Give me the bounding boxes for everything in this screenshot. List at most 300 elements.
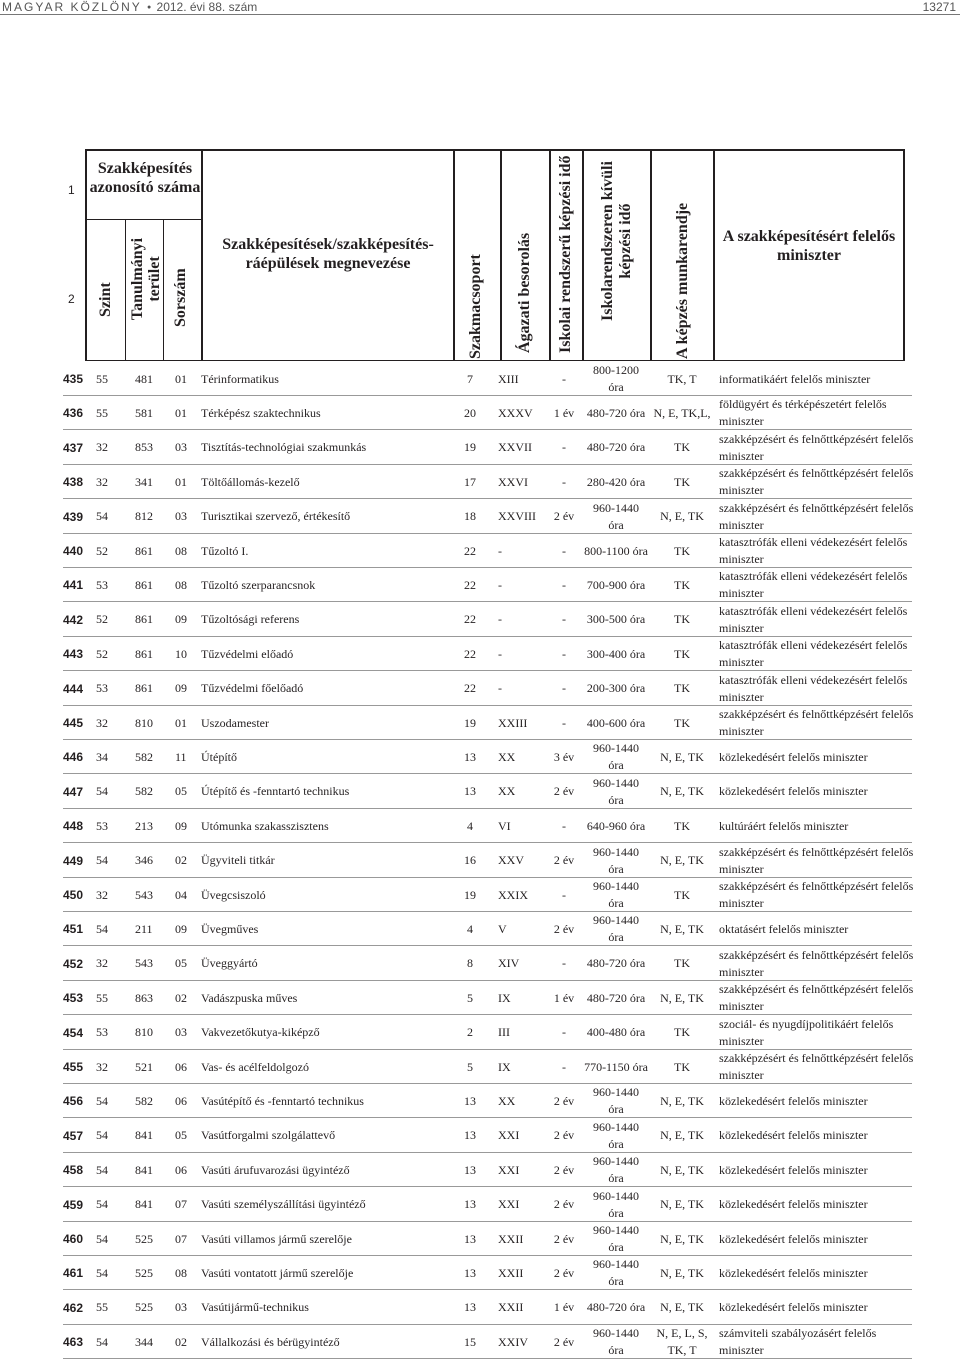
table-row: [0, 431, 960, 465]
cell-munkarend: TK: [674, 1059, 690, 1074]
table-row: [0, 775, 960, 809]
cell-sorszam: 09: [175, 921, 187, 936]
cell-megnevezes: Tűzoltó I.: [201, 543, 249, 558]
cell-szint: 54: [96, 921, 108, 936]
cell-szint: 52: [96, 612, 108, 627]
cell-kivuli-ido: 400-600 óra: [586, 715, 646, 730]
cell-iskolai-ido: 2 év: [553, 1162, 575, 1177]
cell-szakmacsoport: 13: [464, 1300, 476, 1315]
cell-sorszam: 05: [175, 956, 187, 971]
cell-munkarend: N, E, TK: [660, 1300, 704, 1315]
row-index: 451: [63, 922, 84, 937]
row-index: 437: [63, 440, 84, 455]
cell-szint: 55: [96, 405, 108, 420]
cell-tanulmanyi-terulet: 525: [135, 1231, 153, 1246]
row-index: 455: [63, 1060, 84, 1074]
header-szint: Szint: [97, 282, 114, 317]
cell-munkarend: N, E, TK: [660, 1197, 704, 1212]
cell-szint: 54: [96, 1093, 108, 1108]
cell-sorszam: 01: [175, 715, 187, 730]
cell-miniszter: közlekedésért felelős miniszter: [719, 784, 868, 799]
cell-szint: 34: [96, 749, 108, 764]
cell-sorszam: 08: [175, 1265, 187, 1280]
cell-szakmacsoport: 8: [467, 956, 473, 971]
table-row: [0, 912, 960, 946]
cell-szakmacsoport: 22: [464, 681, 476, 696]
cell-tanulmanyi-terulet: 863: [135, 990, 153, 1005]
cell-tanulmanyi-terulet: 810: [135, 715, 153, 730]
header-miniszter: A szakképesítésért felelős miniszter: [722, 228, 896, 264]
cell-szint: 55: [96, 1300, 108, 1315]
cell-munkarend: TK, T: [667, 371, 697, 386]
header-divider: [201, 149, 203, 361]
cell-agazati-besorolas: IX: [498, 1059, 511, 1074]
cell-szakmacsoport: 15: [464, 1334, 476, 1349]
row-index: 440: [63, 544, 84, 558]
cell-sorszam: 01: [175, 405, 187, 420]
cell-megnevezes: Térinformatikus: [201, 371, 279, 386]
table-row: [0, 947, 960, 981]
cell-iskolai-ido: -: [562, 818, 566, 833]
cell-sorszam: 09: [175, 612, 187, 627]
cell-kivuli-ido: 300-500 óra: [586, 612, 646, 627]
table-row: [0, 740, 960, 774]
cell-megnevezes: Vasúti villamos jármű szerelője: [201, 1231, 352, 1246]
cell-tanulmanyi-terulet: 861: [135, 681, 153, 696]
table-row: [0, 706, 960, 740]
cell-kivuli-ido: 770-1150 óra: [584, 1059, 648, 1074]
header-iskolai-ido: Iskolai rendszerű képzési idő: [557, 155, 574, 353]
cell-tanulmanyi-terulet: 810: [135, 1025, 153, 1040]
cell-miniszter: közlekedésért felelős miniszter: [719, 1093, 868, 1108]
cell-tanulmanyi-terulet: 841: [135, 1162, 153, 1177]
cell-agazati-besorolas: XXII: [498, 1265, 524, 1280]
cell-miniszter: közlekedésért felelős miniszter: [719, 1265, 868, 1280]
cell-tanulmanyi-terulet: 525: [135, 1300, 153, 1315]
cell-munkarend: N, E, TK: [660, 921, 704, 936]
cell-szakmacsoport: 7: [467, 371, 473, 386]
table-row: [0, 362, 960, 396]
cell-iskolai-ido: -: [562, 440, 566, 455]
row-index: 462: [63, 1300, 84, 1315]
cell-munkarend: TK: [674, 818, 690, 833]
cell-miniszter: szakképzésért és felnőttképzésért felelős miniszter: [719, 982, 914, 1014]
cell-tanulmanyi-terulet: 581: [135, 405, 153, 420]
header-divider: [582, 149, 584, 361]
cell-iskolai-ido: 1 év: [553, 990, 575, 1005]
cell-tanulmanyi-terulet: 841: [135, 1197, 153, 1212]
row-index: 443: [63, 647, 84, 662]
cell-miniszter: szakképzésért és felnőttképzésért felelős miniszter: [719, 844, 914, 876]
cell-megnevezes: Vas- és acélfeldolgozó: [201, 1059, 309, 1074]
cell-tanulmanyi-terulet: 853: [135, 440, 153, 455]
row-index: 438: [63, 475, 84, 490]
cell-iskolai-ido: 2 év: [553, 921, 575, 936]
cell-kivuli-ido: 960-1440 óra: [593, 1326, 639, 1358]
cell-tanulmanyi-terulet: 346: [135, 853, 153, 868]
cell-miniszter: földügyért és térképészetért felelős miniszter: [719, 397, 887, 429]
cell-tanulmanyi-terulet: 543: [135, 887, 153, 902]
cell-kivuli-ido: 480-720 óra: [586, 440, 646, 455]
cell-kivuli-ido: 280-420 óra: [586, 474, 646, 489]
row-rule: [63, 1358, 912, 1359]
cell-kivuli-ido: 300-400 óra: [586, 646, 646, 661]
cell-kivuli-ido: 640-960 óra: [586, 818, 646, 833]
page-number: 13271: [922, 0, 956, 14]
cell-kivuli-ido: 960-1440 óra: [593, 1188, 639, 1220]
cell-megnevezes: Tűzoltó szerparancsnok: [201, 577, 316, 592]
cell-szakmacsoport: 13: [464, 1265, 476, 1280]
cell-kivuli-ido: 480-720 óra: [586, 405, 646, 420]
cell-miniszter: szakképzésért és felnőttképzésért felelős miniszter: [719, 1051, 914, 1082]
cell-munkarend: TK: [674, 543, 690, 558]
header-megnevezes: Szakképesítések/szakképesítés-ráépülések megnevezése: [222, 236, 434, 272]
cell-megnevezes: Üveggyártó: [201, 956, 258, 971]
cell-iskolai-ido: -: [562, 1025, 566, 1040]
cell-iskolai-ido: -: [562, 956, 566, 971]
header-top-rule: [85, 149, 905, 151]
cell-agazati-besorolas: XXVII: [498, 440, 532, 455]
cell-agazati-besorolas: -: [498, 543, 502, 558]
cell-iskolai-ido: -: [562, 887, 566, 902]
cell-szint: 53: [96, 818, 108, 833]
cell-iskolai-ido: 1 év: [553, 405, 575, 420]
cell-miniszter: közlekedésért felelős miniszter: [719, 1162, 868, 1177]
cell-sorszam: 09: [175, 818, 187, 833]
cell-munkarend: N, E, TK: [660, 784, 704, 799]
table-row: [0, 1153, 960, 1187]
cell-miniszter: szakképzésért és felnőttképzésért felelős miniszter: [719, 431, 914, 463]
header-azonosito: Szakképesítés azonosító száma: [89, 160, 201, 196]
cell-tanulmanyi-terulet: 213: [135, 818, 153, 833]
cell-tanulmanyi-terulet: 582: [135, 1093, 153, 1108]
cell-szint: 32: [96, 887, 108, 902]
cell-munkarend: N, E, TK: [660, 509, 704, 524]
row-index: 435: [63, 372, 84, 386]
table-row: [0, 500, 960, 534]
cell-sorszam: 02: [175, 1334, 187, 1349]
row-index: 445: [63, 716, 84, 730]
cell-kivuli-ido: 960-1440 óra: [593, 1119, 639, 1151]
header-sorszam: Sorszám: [172, 268, 189, 327]
cell-agazati-besorolas: XXV: [498, 853, 524, 868]
row-index: 456: [63, 1094, 84, 1109]
cell-agazati-besorolas: XXI: [498, 1162, 520, 1177]
cell-kivuli-ido: 960-1440 óra: [593, 844, 639, 876]
header-divider: [650, 149, 652, 361]
cell-sorszam: 08: [175, 543, 187, 558]
row-index: 461: [63, 1266, 84, 1281]
cell-miniszter: közlekedésért felelős miniszter: [719, 1128, 868, 1143]
row-index: 446: [63, 750, 84, 765]
cell-agazati-besorolas: XX: [498, 1093, 516, 1108]
cell-szakmacsoport: 2: [467, 1025, 473, 1040]
row-index: 463: [63, 1335, 84, 1350]
cell-szint: 52: [96, 543, 108, 558]
table-header: [63, 149, 905, 361]
row-index: 459: [63, 1197, 84, 1212]
cell-kivuli-ido: 480-720 óra: [586, 1300, 646, 1315]
cell-megnevezes: Térképész szaktechnikus: [201, 405, 321, 420]
cell-miniszter: katasztrófák elleni védekezésért felelős miniszter: [719, 603, 908, 635]
cell-szint: 32: [96, 956, 108, 971]
cell-szint: 53: [96, 681, 108, 696]
cell-iskolai-ido: 1 év: [553, 1300, 575, 1315]
cell-munkarend: N, E, TK: [660, 749, 704, 764]
cell-agazati-besorolas: XXVIII: [498, 509, 536, 524]
cell-megnevezes: Üvegműves: [201, 921, 259, 936]
cell-megnevezes: Üvegcsiszoló: [201, 887, 266, 902]
cell-agazati-besorolas: XXII: [498, 1231, 524, 1246]
cell-munkarend: TK: [674, 887, 690, 902]
cell-agazati-besorolas: III: [498, 1025, 510, 1040]
row-index: 436: [63, 406, 84, 421]
cell-tanulmanyi-terulet: 582: [135, 784, 153, 799]
cell-sorszam: 07: [175, 1231, 187, 1246]
cell-munkarend: N, E, TK: [660, 1162, 704, 1177]
cell-iskolai-ido: 2 év: [553, 1093, 575, 1108]
cell-szakmacsoport: 13: [464, 1093, 476, 1108]
cell-sorszam: 05: [175, 1128, 187, 1143]
cell-munkarend: TK: [674, 440, 690, 455]
cell-iskolai-ido: 2 év: [553, 1197, 575, 1212]
cell-sorszam: 02: [175, 990, 187, 1005]
row-index: 457: [63, 1128, 84, 1143]
table-row: [0, 1256, 960, 1290]
cell-miniszter: katasztrófák elleni védekezésért felelős miniszter: [719, 569, 908, 601]
cell-megnevezes: Útépítő: [201, 749, 237, 764]
cell-munkarend: N, E, TK: [660, 990, 704, 1005]
cell-szint: 54: [96, 853, 108, 868]
cell-munkarend: TK: [674, 956, 690, 971]
cell-megnevezes: Vasútijármű-technikus: [201, 1300, 309, 1315]
cell-munkarend: TK: [674, 681, 690, 696]
cell-tanulmanyi-terulet: 341: [135, 474, 153, 489]
header-row-number-1: 1: [68, 183, 75, 197]
cell-kivuli-ido: 480-720 óra: [586, 956, 646, 971]
cell-munkarend: N, E, TK: [660, 853, 704, 868]
cell-munkarend: TK: [674, 612, 690, 627]
table-row: [0, 981, 960, 1015]
header-iskolarendszeren-kivuli: Iskolarendszeren kívüli képzési idő: [599, 161, 634, 321]
table-row: [0, 672, 960, 706]
cell-iskolai-ido: 2 év: [553, 1231, 575, 1246]
cell-szint: 54: [96, 784, 108, 799]
cell-kivuli-ido: 480-720 óra: [586, 990, 646, 1005]
cell-tanulmanyi-terulet: 861: [135, 577, 153, 592]
cell-miniszter: szakképzésért és felnőttképzésért felelős miniszter: [719, 466, 914, 498]
cell-iskolai-ido: -: [562, 543, 566, 558]
table-row: [0, 1084, 960, 1118]
header-rule: [0, 14, 960, 15]
cell-miniszter: közlekedésért felelős miniszter: [719, 1231, 868, 1246]
cell-miniszter: szakképzésért és felnőttképzésért felelős miniszter: [719, 500, 914, 532]
cell-szakmacsoport: 18: [464, 509, 476, 524]
table-row: [0, 1050, 960, 1084]
cell-tanulmanyi-terulet: 543: [135, 956, 153, 971]
cell-megnevezes: Tűzoltósági referens: [201, 612, 300, 627]
row-index: 449: [63, 853, 84, 868]
cell-agazati-besorolas: XXIX: [498, 887, 528, 902]
cell-agazati-besorolas: -: [498, 577, 502, 592]
cell-sorszam: 06: [175, 1059, 187, 1074]
cell-iskolai-ido: -: [562, 681, 566, 696]
cell-sorszam: 09: [175, 681, 187, 696]
cell-szakmacsoport: 13: [464, 1197, 476, 1212]
table-row: [0, 878, 960, 912]
cell-szint: 32: [96, 440, 108, 455]
cell-iskolai-ido: 2 év: [553, 784, 575, 799]
cell-tanulmanyi-terulet: 211: [135, 921, 153, 936]
cell-miniszter: közlekedésért felelős miniszter: [719, 1197, 868, 1212]
cell-szint: 32: [96, 1059, 108, 1074]
row-index: 439: [63, 509, 84, 524]
header-row-number-2: 2: [68, 292, 75, 306]
cell-kivuli-ido: 960-1440 óra: [593, 1085, 639, 1117]
cell-agazati-besorolas: XXI: [498, 1128, 520, 1143]
cell-munkarend: TK: [674, 474, 690, 489]
cell-munkarend: TK: [674, 715, 690, 730]
cell-iskolai-ido: 2 év: [553, 1265, 575, 1280]
table-row: [0, 568, 960, 602]
cell-szint: 55: [96, 371, 108, 386]
cell-miniszter: szakképzésért és felnőttképzésért felelős miniszter: [719, 707, 914, 738]
row-index: 442: [63, 612, 84, 627]
cell-megnevezes: Turisztikai szervező, értékesítő: [201, 509, 351, 524]
cell-szint: 32: [96, 715, 108, 730]
cell-megnevezes: Vakvezetőkutya-kiképző: [201, 1025, 320, 1040]
cell-iskolai-ido: 2 év: [553, 509, 575, 524]
cell-agazati-besorolas: XXI: [498, 1197, 520, 1212]
table-row: [0, 1188, 960, 1222]
header-munkarend: A képzés munkarendje: [674, 202, 691, 359]
cell-sorszam: 05: [175, 784, 187, 799]
table-row: [0, 844, 960, 878]
cell-iskolai-ido: 2 év: [553, 853, 575, 868]
cell-megnevezes: Vállalkozási és bérügyintéző: [201, 1334, 340, 1349]
cell-kivuli-ido: 960-1440 óra: [593, 1223, 639, 1254]
cell-megnevezes: Vadászpuska műves: [201, 990, 298, 1005]
cell-agazati-besorolas: XXXV: [498, 405, 533, 420]
cell-megnevezes: Vasúti személyszállítási ügyintéző: [201, 1197, 366, 1212]
cell-miniszter: számviteli szabályozásért felelős miniszter: [719, 1326, 877, 1358]
cell-megnevezes: Ügyviteli titkár: [201, 853, 275, 868]
table-row: [0, 396, 960, 430]
cell-agazati-besorolas: XIV: [498, 956, 520, 971]
cell-iskolai-ido: -: [562, 371, 566, 386]
table-row: [0, 1119, 960, 1153]
cell-iskolai-ido: -: [562, 612, 566, 627]
row-index: 452: [63, 956, 84, 971]
running-head: [0, 0, 960, 16]
cell-kivuli-ido: 800-1100 óra: [584, 543, 648, 558]
cell-sorszam: 11: [175, 749, 187, 764]
cell-agazati-besorolas: XXIV: [498, 1334, 528, 1349]
cell-sorszam: 04: [175, 887, 187, 902]
cell-megnevezes: Vasútforgalmi szolgálattevő: [201, 1128, 336, 1143]
cell-tanulmanyi-terulet: 861: [135, 612, 153, 627]
row-index: 454: [63, 1025, 84, 1040]
cell-munkarend: TK: [674, 646, 690, 661]
header-left-rule: [85, 149, 87, 361]
cell-sorszam: 06: [175, 1162, 187, 1177]
cell-kivuli-ido: 960-1440 óra: [593, 1257, 639, 1289]
table-row: [0, 1016, 960, 1050]
cell-agazati-besorolas: XXII: [498, 1300, 524, 1315]
header-tanulmanyi-terulet: Tanulmányi terület: [129, 237, 163, 321]
cell-megnevezes: Vasúti árufuvarozási ügyintéző: [201, 1162, 350, 1177]
cell-szint: 54: [96, 1265, 108, 1280]
cell-sorszam: 01: [175, 474, 187, 489]
table-row: [0, 809, 960, 843]
cell-sorszam: 10: [175, 646, 187, 661]
cell-kivuli-ido: 960-1440 óra: [593, 741, 639, 773]
cell-kivuli-ido: 960-1440 óra: [593, 879, 639, 910]
cell-agazati-besorolas: V: [498, 921, 507, 936]
cell-munkarend: N, E, TK: [660, 1265, 704, 1280]
cell-kivuli-ido: 200-300 óra: [586, 681, 646, 696]
table-row: [0, 1325, 960, 1359]
cell-szakmacsoport: 22: [464, 612, 476, 627]
journal-name: MAGYAR KÖZLÖNY: [2, 0, 142, 14]
cell-iskolai-ido: -: [562, 646, 566, 661]
row-index: 448: [63, 819, 84, 834]
cell-iskolai-ido: -: [562, 1059, 566, 1074]
cell-iskolai-ido: 2 év: [553, 1334, 575, 1349]
header-divider: [163, 219, 164, 361]
cell-tanulmanyi-terulet: 812: [135, 509, 153, 524]
cell-agazati-besorolas: XXIII: [498, 715, 528, 730]
row-index: 453: [63, 991, 84, 1006]
cell-tanulmanyi-terulet: 861: [135, 646, 153, 661]
cell-miniszter: kultúráért felelős miniszter: [719, 818, 849, 833]
header-agazati-besorolas: Ágazati besorolás: [516, 232, 533, 353]
header-szakmacsoport: Szakmacsoport: [467, 254, 484, 359]
cell-munkarend: N, E, TK,L,: [653, 405, 711, 420]
cell-kivuli-ido: 960-1440 óra: [593, 500, 639, 532]
row-index: 458: [63, 1163, 84, 1178]
cell-tanulmanyi-terulet: 521: [135, 1059, 153, 1074]
cell-szakmacsoport: 13: [464, 1231, 476, 1246]
cell-megnevezes: Tisztítás-technológiai szakmunkás: [201, 440, 367, 455]
cell-szakmacsoport: 16: [464, 853, 476, 868]
cell-munkarend: TK: [674, 577, 690, 592]
row-index: 460: [63, 1232, 84, 1246]
cell-agazati-besorolas: XX: [498, 749, 516, 764]
cell-szint: 32: [96, 474, 108, 489]
cell-megnevezes: Tűzvédelmi előadó: [201, 646, 294, 661]
row-index: 450: [63, 888, 84, 902]
cell-sorszam: 08: [175, 577, 187, 592]
cell-miniszter: katasztrófák elleni védekezésért felelős miniszter: [719, 535, 908, 566]
header-subdivider: [87, 219, 202, 220]
cell-miniszter: szociál- és nyugdíjpolitikáért felelős miniszter: [719, 1016, 894, 1048]
cell-szint: 54: [96, 509, 108, 524]
cell-megnevezes: Vasúti vontatott jármű szerelője: [201, 1265, 354, 1280]
cell-miniszter: szakképzésért és felnőttképzésért felelős miniszter: [719, 879, 914, 910]
cell-szint: 53: [96, 577, 108, 592]
cell-megnevezes: Töltőállomás-kezelő: [201, 474, 300, 489]
cell-szakmacsoport: 22: [464, 577, 476, 592]
cell-szakmacsoport: 17: [464, 474, 476, 489]
cell-sorszam: 07: [175, 1197, 187, 1212]
cell-tanulmanyi-terulet: 344: [135, 1334, 153, 1349]
cell-iskolai-ido: 2 év: [553, 1128, 575, 1143]
cell-agazati-besorolas: XXVI: [498, 474, 528, 489]
cell-szakmacsoport: 19: [464, 887, 476, 902]
cell-szakmacsoport: 13: [464, 749, 476, 764]
row-index: 441: [63, 578, 84, 593]
